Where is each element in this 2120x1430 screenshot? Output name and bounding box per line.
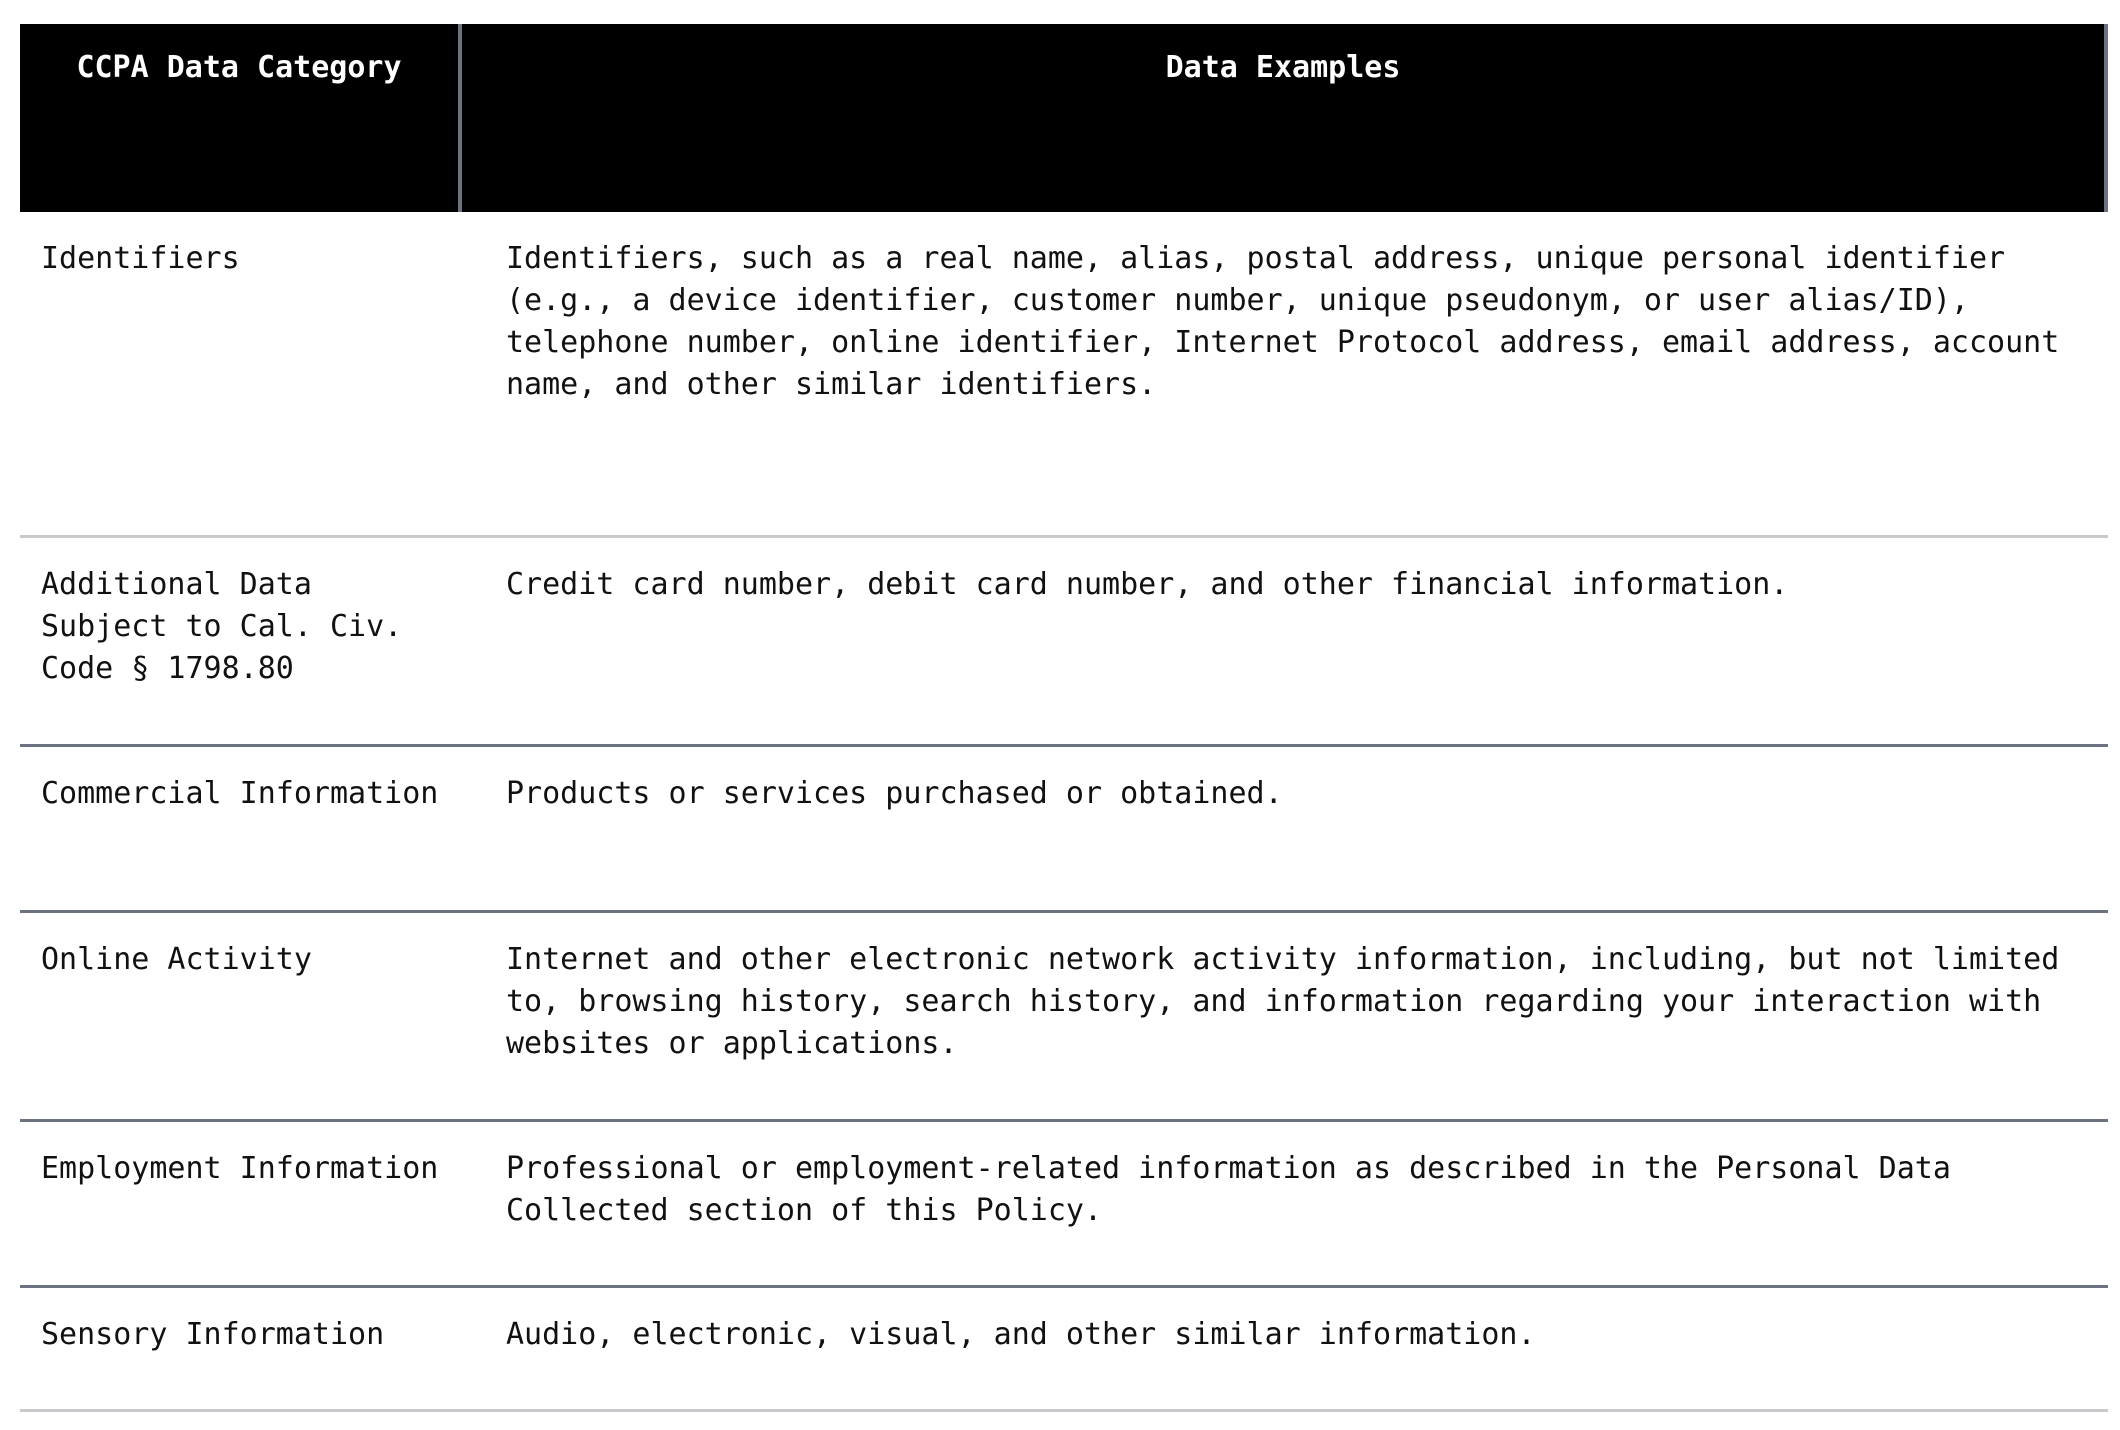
table-body: [20, 212, 2108, 1412]
row-category: Commercial Information: [41, 776, 439, 811]
row-category: Sensory Information: [41, 1317, 385, 1352]
table-row-employment-information: [20, 1122, 2108, 1288]
table-row-additional-data: [20, 538, 2108, 747]
row-examples: Professional or employment-related information as described in the Personal Data Collected section of this Policy.: [506, 1151, 1969, 1228]
row-examples: Internet and other electronic network activity information, including, but not limited to, browsing history, search history, and information regarding your interaction with websites or applications.: [506, 942, 2078, 1061]
row-examples: Products or services purchased or obtained.: [506, 776, 1283, 811]
row-examples: Credit card number, debit card number, and other financial information.: [506, 567, 1789, 602]
header-ccpa-data-category: CCPA Data Category: [20, 24, 462, 212]
table-row-sensory-information: [20, 1288, 2108, 1412]
row-examples: Identifiers, such as a real name, alias, postal address, unique personal identifier (e.g., a device identifier, customer number, unique pseudonym, or user alias/ID), telephone number, online identifier, Internet Protocol address, email address, account name, and other similar identifiers.: [506, 241, 2078, 402]
row-category: Additional Data Subject to Cal. Civ. Code § 1798.80: [41, 567, 421, 686]
table-row-identifiers: [20, 212, 2108, 538]
header-data-examples: Data Examples: [462, 24, 2108, 212]
row-examples: Audio, electronic, visual, and other similar information.: [506, 1317, 1536, 1352]
ccpa-data-table: [20, 24, 2108, 1412]
row-category: Employment Information: [41, 1151, 439, 1186]
table-row-commercial-information: [20, 747, 2108, 913]
table-row-online-activity: [20, 913, 2108, 1122]
table-header: [20, 24, 2108, 212]
row-category: Online Activity: [41, 942, 312, 977]
row-category: Identifiers: [41, 241, 240, 276]
